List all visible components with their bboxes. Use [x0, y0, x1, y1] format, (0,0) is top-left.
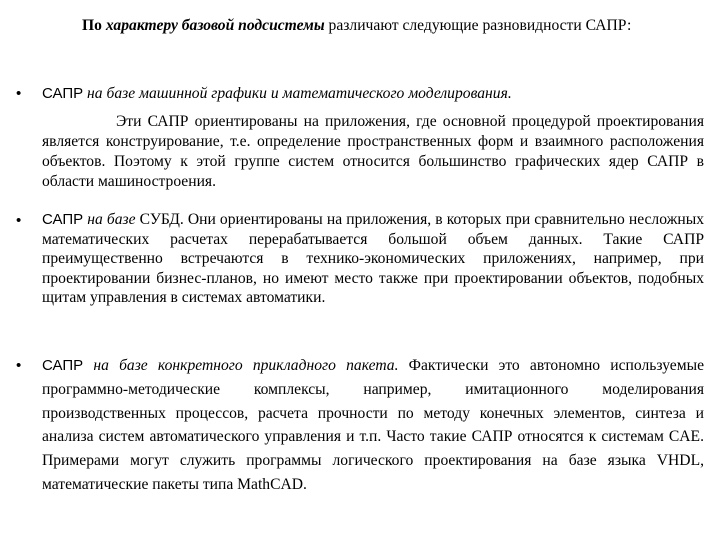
- item-3-emph: на базе конкретного прикладного пакета.: [93, 357, 399, 374]
- item-1-body: Эти САПР ориентированы на приложения, где основной процедурой проектирования является конструирование, т.е. определение пространственных форм и взаимного расположения объектов. Поэтому к этой группе систем относится большинство графических ядер САПР в области машиностроения.: [42, 113, 704, 190]
- item-1-prefix: САПР: [42, 85, 84, 102]
- bullet-1: •: [16, 85, 22, 102]
- item-2-emph: на базе: [87, 211, 136, 228]
- intro-paragraph: [42, 16, 702, 36]
- item-2-prefix: САПР: [42, 211, 84, 228]
- item-2-body: СУБД. Они ориентированы на приложения, в которых при сравнительно несложных математических расчетах перерабатывается большой объем данных. Такие САПР преимущественно встречаются в технико-экономических приложениях, например, при проектировании бизнес-планов, но имеют место также при проектировании объектов, подобных щитам управления в системах автоматики.: [42, 211, 705, 306]
- bullet-2: •: [16, 212, 22, 229]
- list-item-dbms: [42, 210, 704, 308]
- item-3-prefix: САПР: [42, 357, 84, 374]
- list-item-graphics: [42, 84, 704, 192]
- intro-lead-bold: По: [82, 17, 102, 34]
- list-item-applied-package: [42, 354, 704, 497]
- bullet-3: •: [16, 357, 22, 374]
- item-1-emph: на базе машинной графики и математического моделирования.: [87, 85, 512, 102]
- item-3-body: Фактически это автономно используемые программно-методические комплексы, например, имитационного моделирования производственных процессов, расчета прочности по методу конечных элементов, синтеза и анализа систем автоматического управления и т.п. Часто такие САПР относятся к системам CAE. Примерами могут служить программы логического проектирования на базе языка VHDL, математические пакеты типа MathCAD.: [42, 357, 704, 493]
- intro-lead-bold-italic: характеру базовой подсистемы: [105, 17, 325, 34]
- intro-lead-rest: различают следующие разновидности САПР:: [328, 17, 632, 34]
